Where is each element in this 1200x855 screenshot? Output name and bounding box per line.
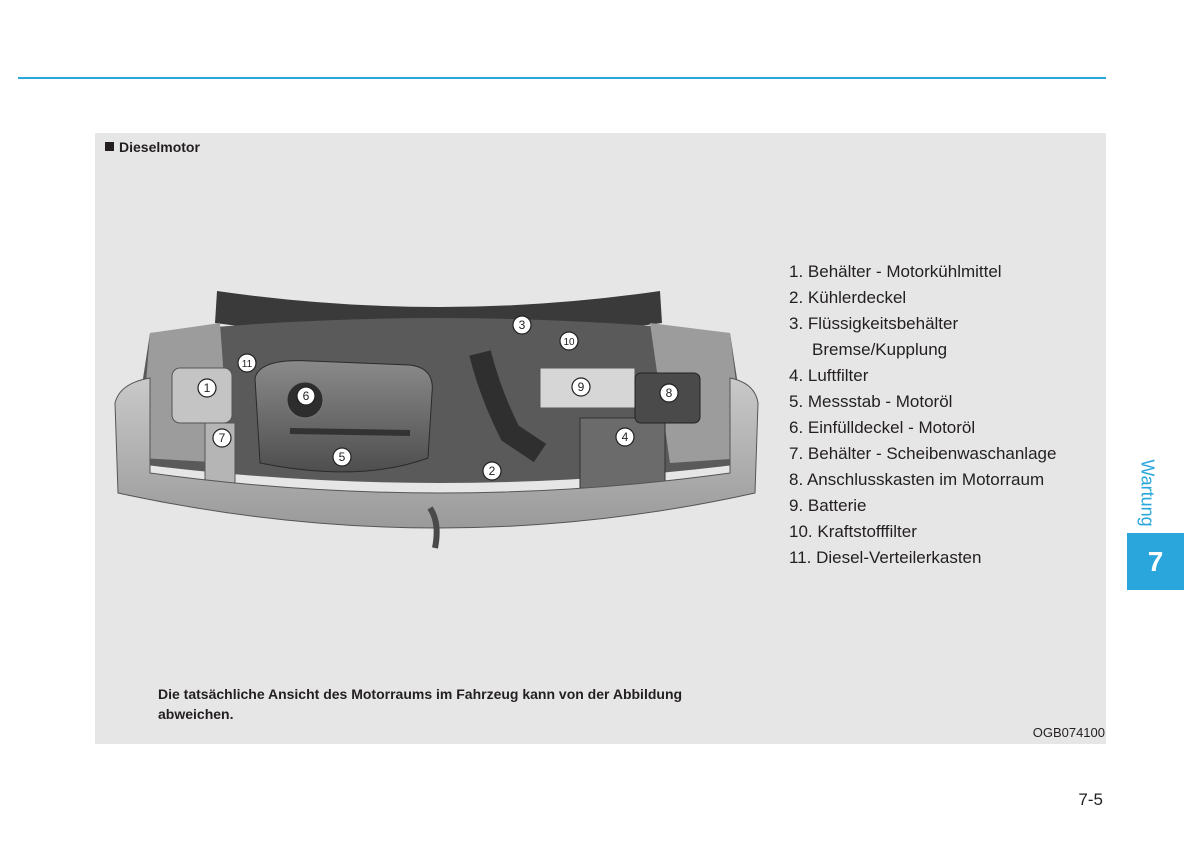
- legend-item: 5. Messstab - Motoröl: [789, 392, 953, 411]
- page-number: 7-5: [1078, 790, 1103, 809]
- callout-4-label: 4: [621, 430, 629, 444]
- legend-item: 11. Diesel-Verteilerkasten: [789, 548, 982, 567]
- callout-6-label: 6: [302, 389, 310, 403]
- callout-8-label: 8: [665, 386, 673, 400]
- bullet-square-icon: [105, 142, 114, 151]
- section-title-text: Dieselmotor: [119, 139, 200, 155]
- section-title: [105, 139, 200, 155]
- chapter-tab[interactable]: 7: [1127, 533, 1184, 590]
- legend-item: 2. Kühlerdeckel: [789, 288, 907, 307]
- legend-item: 6. Einfülldeckel - Motoröl: [789, 418, 976, 437]
- engine-cover-ribs: [290, 431, 410, 433]
- engine-bay-illustration: [110, 283, 760, 563]
- callout-1-label: 1: [203, 381, 211, 395]
- header-rule: [18, 77, 1106, 79]
- callout-7-label: 7: [218, 431, 226, 445]
- legend-item: 8. Anschlusskasten im Motorraum: [789, 470, 1045, 489]
- legend-item: 3. Flüssigkeitsbehälter: [789, 314, 959, 333]
- parts-legend: [789, 259, 1056, 571]
- legend-item: 4. Luftfilter: [789, 366, 869, 385]
- legend-item: 1. Behälter - Motorkühlmittel: [789, 262, 1002, 281]
- callout-9-label: 9: [577, 380, 585, 394]
- legend-item: 9. Batterie: [789, 496, 867, 515]
- callout-11-label: 11: [241, 359, 253, 370]
- legend-item-continuation: Bremse/Kupplung: [812, 340, 948, 359]
- disclaimer-note: Die tatsächliche Ansicht des Motorraums im Fahrzeug kann von der Abbildung abweichen.: [158, 686, 683, 722]
- legend-item: 10. Kraftstofffilter: [789, 522, 917, 541]
- callout-10-label: 10: [563, 337, 575, 348]
- chapter-label-text: Wartung: [1137, 459, 1158, 527]
- legend-item: 7. Behälter - Scheibenwaschanlage: [789, 444, 1057, 463]
- figure-code: OGB074100: [1032, 725, 1105, 740]
- callout-2-label: 2: [488, 464, 496, 478]
- chapter-side-label: [1127, 453, 1167, 533]
- callout-5-label: 5: [338, 450, 346, 464]
- callout-3-label: 3: [518, 318, 526, 332]
